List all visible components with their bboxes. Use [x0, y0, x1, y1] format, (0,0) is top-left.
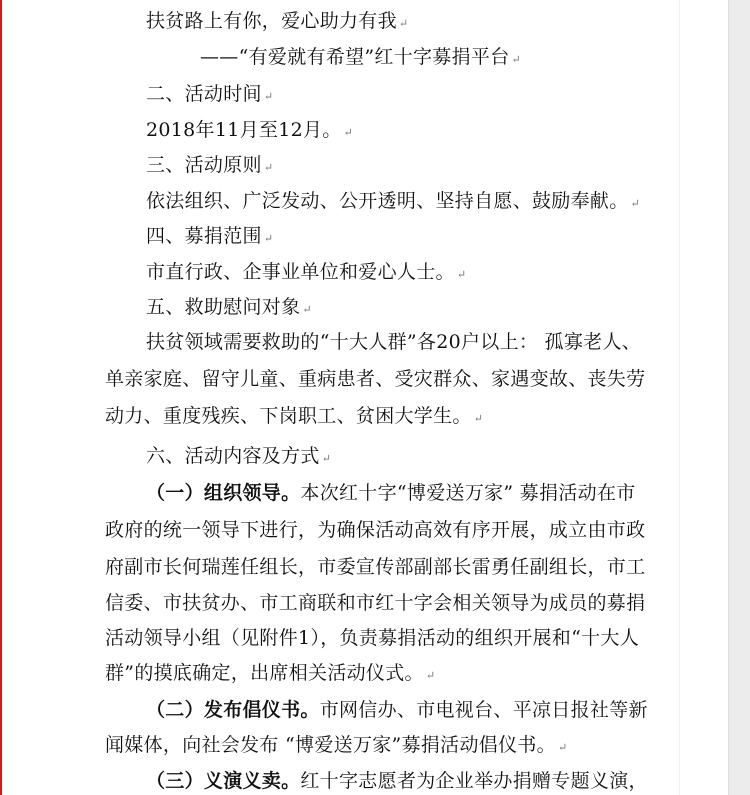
paragraph-mark-icon: ↵: [511, 53, 522, 66]
doc-line: [105, 623, 639, 650]
doc-line-text: 活动领导小组（见附件1），负责募捐活动的组织开展和“十大人: [105, 627, 640, 649]
paragraph-mark-icon: ↵: [263, 90, 274, 103]
paragraph-mark-icon: ↵: [557, 741, 568, 754]
doc-line-text: 六、活动内容及方式: [146, 445, 320, 467]
section-heading-bold: （一）组织领导。: [146, 482, 301, 504]
paragraph-mark-icon: ↵: [473, 412, 484, 425]
doc-line: [146, 327, 641, 354]
doc-line-text: 二、活动时间: [146, 83, 262, 105]
section-heading-bold: （三）义演义卖。: [146, 770, 301, 792]
doc-line: [146, 221, 273, 248]
doc-line-text: 信委、市扶贫办、市工商联和市红十字会相关领导为成员的募捐: [105, 592, 646, 614]
doc-line-text: 市直行政、企事业单位和爱心人士。: [146, 261, 455, 283]
doc-line: [146, 79, 273, 106]
doc-line: [146, 115, 353, 142]
doc-line: [105, 515, 645, 542]
doc-line: [146, 441, 331, 468]
doc-line: [146, 257, 466, 284]
doc-line: [146, 478, 636, 505]
paragraph-mark-icon: ↵: [302, 303, 312, 316]
doc-line-text: 市网信办、市电视台、平凉日报社等新: [319, 699, 648, 721]
doc-line-text: 单亲家庭、留守儿童、重病患者、受灾群众、家遇变故、丧失劳: [105, 368, 646, 390]
doc-line: [146, 695, 648, 722]
doc-line-text: 三、活动原则: [146, 154, 262, 176]
paragraph-mark-icon: ↵: [398, 17, 409, 30]
doc-line: [200, 42, 521, 69]
doc-line-text: 五、救助慰问对象: [146, 296, 301, 318]
paragraph-mark-icon: ↵: [425, 669, 436, 682]
doc-line: [105, 588, 645, 615]
doc-line-text: 红十字志愿者为企业举办捐赠专题义演，: [300, 770, 648, 792]
doc-line-text: 府副市长何瑞莲任组长，市委宣传部副部长雷勇任副组长，市工: [105, 556, 646, 578]
doc-line: [146, 292, 312, 319]
doc-line-text: 2018年11月至12月。: [146, 119, 342, 141]
doc-line: [146, 766, 648, 793]
doc-line-text: 群”的摸底确定，出席相关活动仪式。: [105, 662, 424, 684]
paragraph-mark-icon: ↵: [263, 161, 274, 174]
paragraph-mark-icon: ↵: [343, 126, 354, 139]
doc-line-text: ——“有爱就有希望”红十字募捐平台: [200, 46, 510, 68]
doc-line: [146, 150, 273, 177]
doc-line-text: 动力、重度残疾、下岗职工、贫困大学生。: [105, 405, 472, 427]
doc-line: [146, 6, 408, 33]
paragraph-mark-icon: ↵: [630, 197, 641, 210]
paragraph-mark-icon: ↵: [321, 452, 332, 465]
doc-line: [146, 186, 640, 213]
doc-line: [105, 730, 568, 757]
doc-line: [105, 552, 645, 579]
doc-line-text: 扶贫路上有你，爱心助力有我: [146, 10, 397, 32]
doc-line-text: 依法组织、广泛发动、公开透明、坚持自愿、鼓励奉献。: [146, 190, 629, 212]
paragraph-mark-icon: ↵: [456, 268, 467, 281]
doc-line-text: 本次红十字“博爱送万家” 募捐活动在市: [300, 482, 636, 504]
margin-guide: [679, 0, 680, 795]
paragraph-mark-icon: ↵: [263, 232, 274, 245]
doc-line-text: 闻媒体，向社会发布 “博爱送万家”募捐活动倡仪书。: [105, 734, 556, 756]
section-heading-bold: （二）发布倡仪书。: [146, 699, 320, 721]
doc-line-text: 四、募捐范围: [146, 225, 262, 247]
doc-line-text: 政府的统一领导下进行，为确保活动高效有序开展，成立由市政: [105, 519, 646, 541]
doc-line: [105, 364, 645, 391]
vertical-scrollbar[interactable]: [728, 0, 750, 795]
doc-line: [105, 401, 483, 428]
doc-line: [105, 658, 435, 685]
doc-line-text: 扶贫领域需要救助的“十大人群”各20户以上： 孤寡老人、: [146, 331, 642, 353]
